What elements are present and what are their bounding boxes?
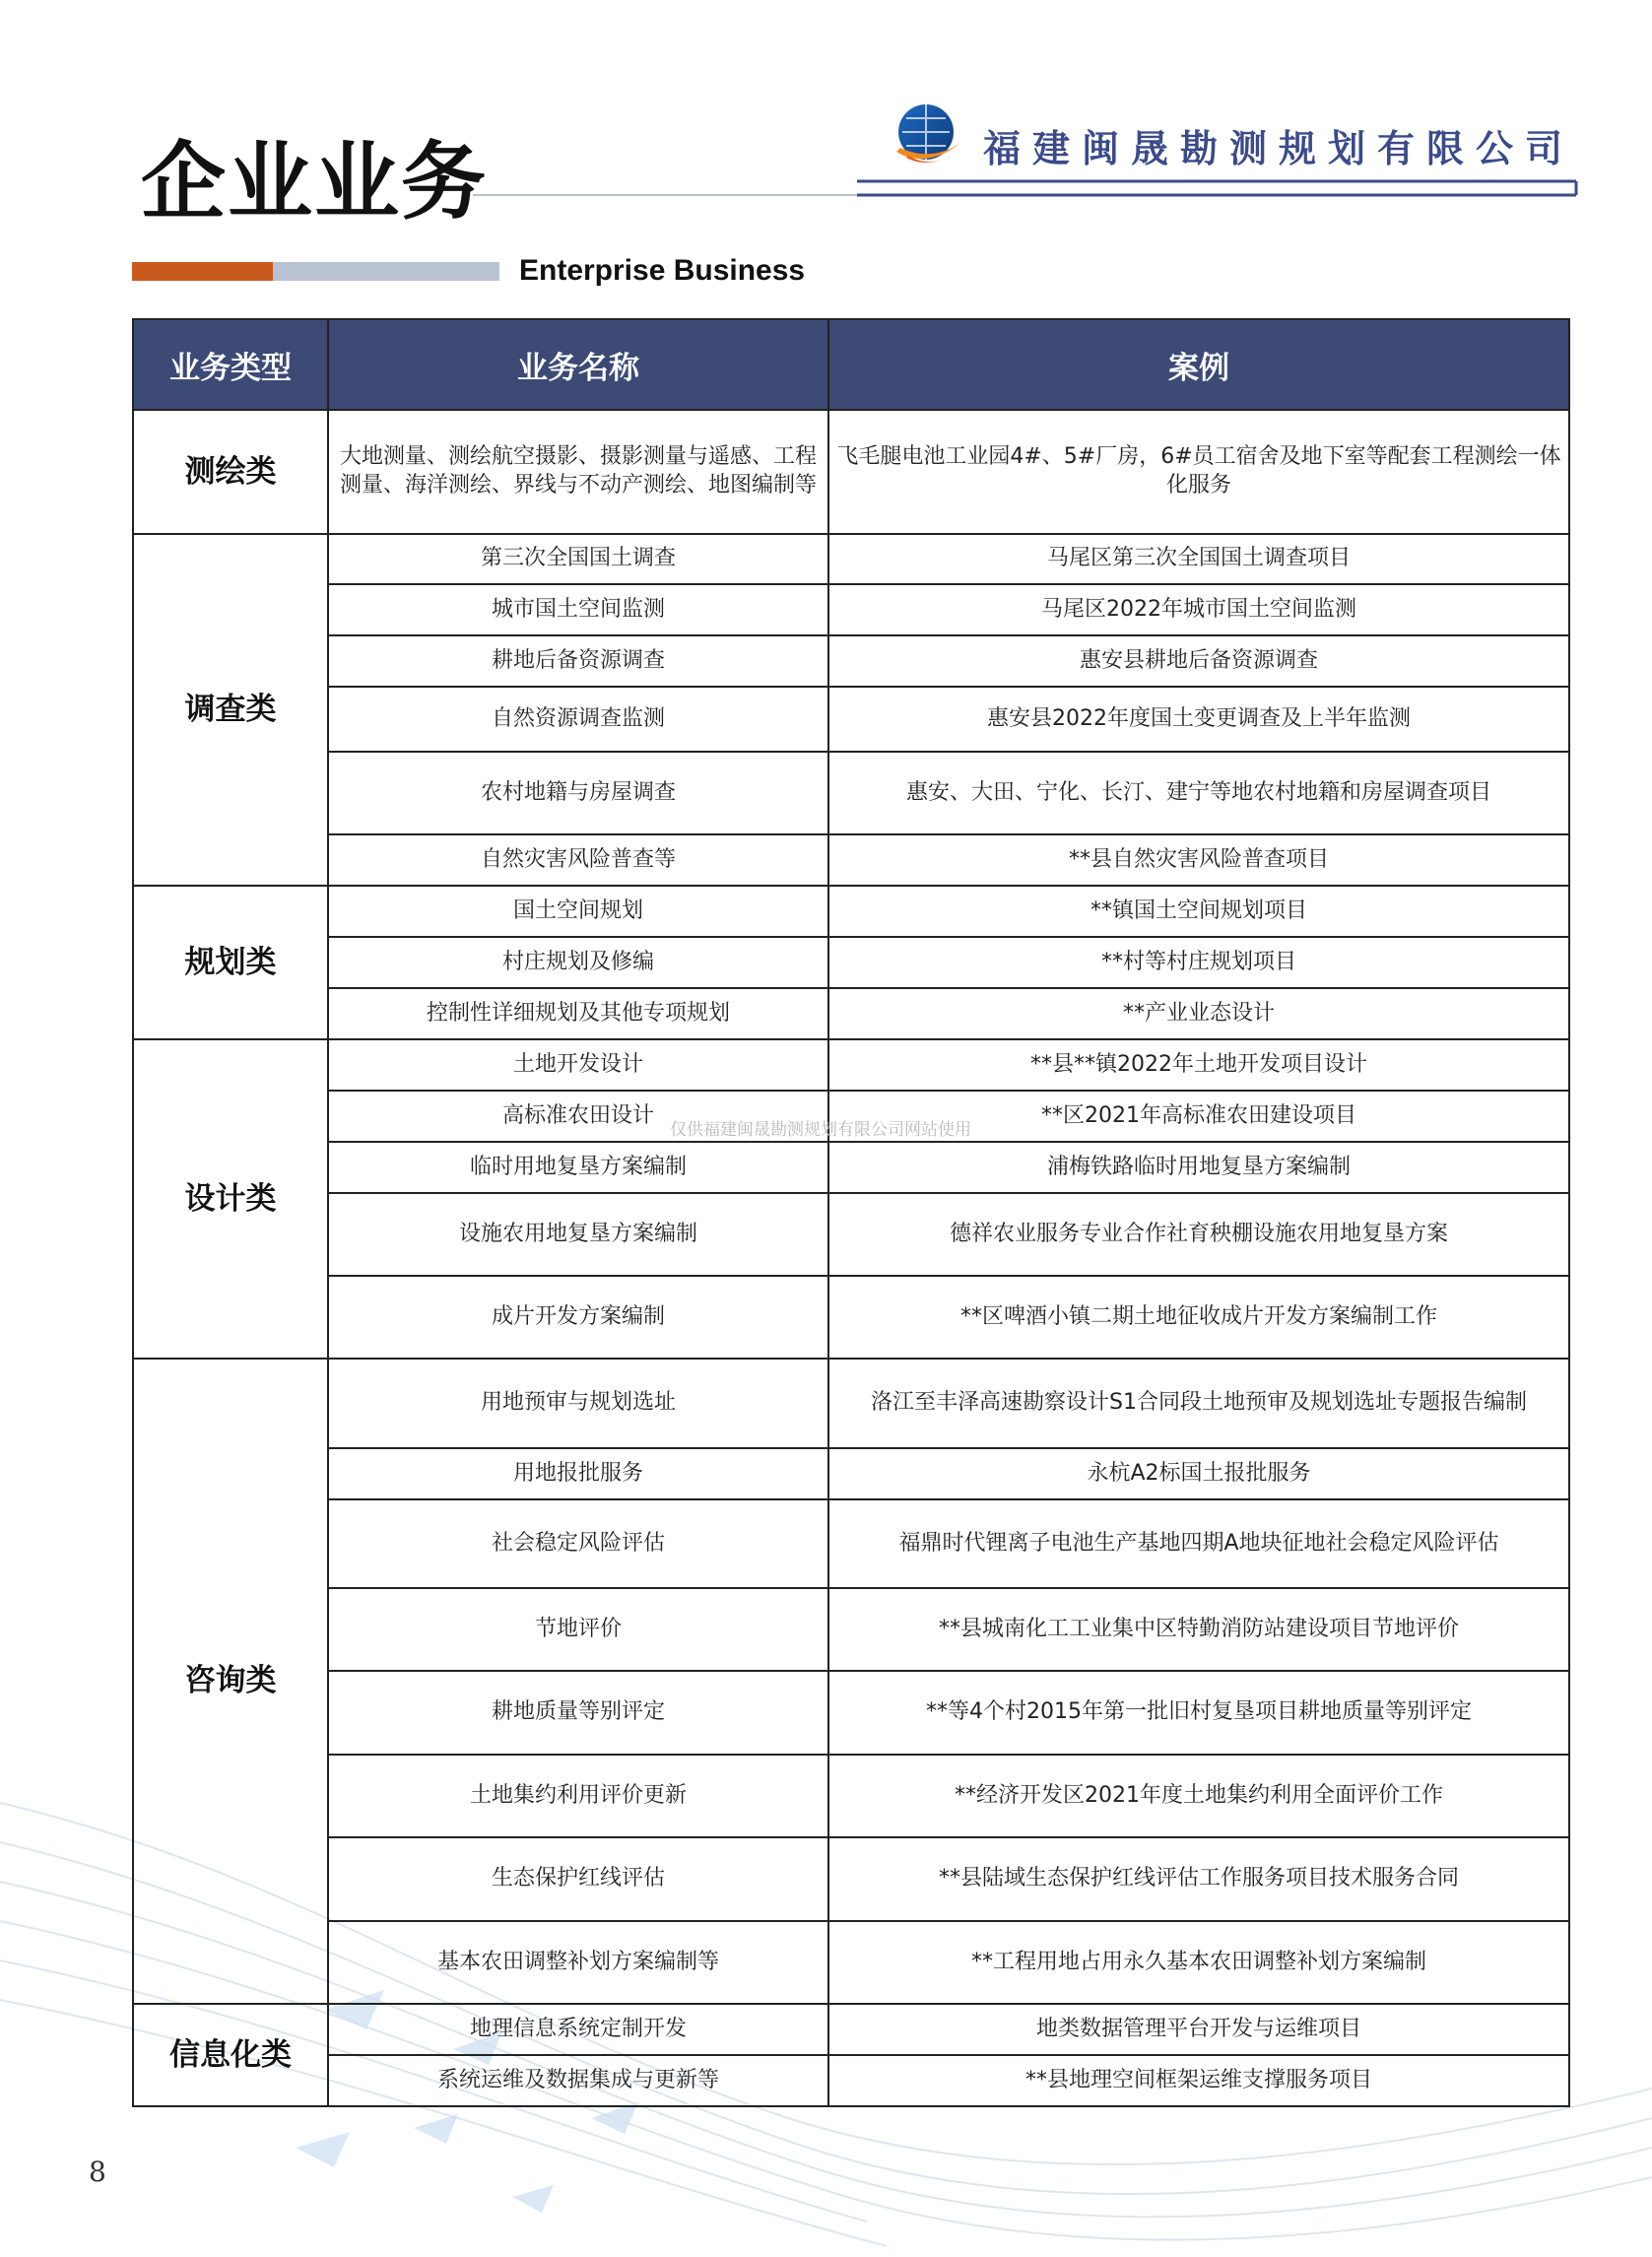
business-name-cell: 地理信息系统定制开发 xyxy=(328,2004,828,2055)
business-name-cell: 用地报批服务 xyxy=(328,1448,828,1499)
category-cell: 测绘类 xyxy=(133,410,328,534)
business-name-cell: 高标准农田设计 xyxy=(328,1091,828,1142)
table-header-row xyxy=(133,319,1569,410)
table-row xyxy=(133,937,1569,988)
business-name-cell: 大地测量、测绘航空摄影、摄影测量与遥感、工程测量、海洋测绘、界线与不动产测绘、地图编制等 xyxy=(328,410,828,534)
table-row xyxy=(133,1193,1569,1276)
case-cell: 福鼎时代锂离子电池生产基地四期A地块征地社会稳定风险评估 xyxy=(828,1499,1569,1588)
accent-bar-gray xyxy=(273,262,499,281)
case-cell: **县陆域生态保护红线评估工作服务项目技术服务合同 xyxy=(828,1837,1569,1921)
business-name-cell: 自然资源调查监测 xyxy=(328,687,828,752)
case-cell: 惠安、大田、宁化、长汀、建宁等地农村地籍和房屋调查项目 xyxy=(828,752,1569,834)
business-name-cell: 农村地籍与房屋调查 xyxy=(328,752,828,834)
case-cell: **县城南化工工业集中区特勤消防站建设项目节地评价 xyxy=(828,1588,1569,1671)
business-name-cell: 用地预审与规划选址 xyxy=(328,1359,828,1448)
case-cell: **等4个村2015年第一批旧村复垦项目耕地质量等别评定 xyxy=(828,1671,1569,1755)
header-business-name: 业务名称 xyxy=(328,319,828,410)
case-cell: **镇国土空间规划项目 xyxy=(828,886,1569,937)
table-row xyxy=(133,2004,1569,2055)
header-case: 案例 xyxy=(828,319,1569,410)
watermark-text: 仅供福建闽晟勘测规划有限公司网站使用 xyxy=(670,1120,971,1140)
page-subtitle: Enterprise Business xyxy=(519,254,806,287)
header-category: 业务类型 xyxy=(133,319,328,410)
business-name-cell: 第三次全国国土调查 xyxy=(328,534,828,584)
case-cell: **村等村庄规划项目 xyxy=(828,937,1569,988)
table-row xyxy=(133,635,1569,687)
case-cell: 马尾区第三次全国国土调查项目 xyxy=(828,534,1569,584)
business-name-cell: 城市国土空间监测 xyxy=(328,584,828,635)
case-cell: 浦梅铁路临时用地复垦方案编制 xyxy=(828,1142,1569,1193)
case-cell: **县自然灾害风险普查项目 xyxy=(828,834,1569,886)
business-name-cell: 临时用地复垦方案编制 xyxy=(328,1142,828,1193)
table-row xyxy=(133,1039,1569,1091)
business-name-cell: 耕地质量等别评定 xyxy=(328,1671,828,1755)
table-row xyxy=(133,410,1569,534)
case-cell: **区啤酒小镇二期土地征收成片开发方案编制工作 xyxy=(828,1276,1569,1359)
table-row xyxy=(133,1448,1569,1499)
page-title: 企业业务 xyxy=(141,133,488,232)
table-row xyxy=(133,2055,1569,2106)
business-name-cell: 控制性详细规划及其他专项规划 xyxy=(328,988,828,1039)
accent-bar-orange xyxy=(132,262,273,281)
category-cell: 调查类 xyxy=(133,534,328,886)
business-name-cell: 耕地后备资源调查 xyxy=(328,635,828,687)
table-row xyxy=(133,584,1569,635)
table-row xyxy=(133,886,1569,937)
category-cell: 信息化类 xyxy=(133,2004,328,2106)
case-cell: 惠安县耕地后备资源调查 xyxy=(828,635,1569,687)
table-row xyxy=(133,834,1569,886)
case-cell: **产业业态设计 xyxy=(828,988,1569,1039)
case-cell: **县**镇2022年土地开发项目设计 xyxy=(828,1039,1569,1091)
business-name-cell: 土地开发设计 xyxy=(328,1039,828,1091)
category-cell: 设计类 xyxy=(133,1039,328,1359)
business-name-cell: 国土空间规划 xyxy=(328,886,828,937)
business-table xyxy=(132,318,1570,2107)
table-row xyxy=(133,1499,1569,1588)
table-row xyxy=(133,1837,1569,1921)
table-row xyxy=(133,988,1569,1039)
case-cell: **县地理空间框架运维支撑服务项目 xyxy=(828,2055,1569,2106)
table-row xyxy=(133,1359,1569,1448)
table-row xyxy=(133,534,1569,584)
category-cell: 咨询类 xyxy=(133,1359,328,2004)
company-name: 福建闽晟勘测规划有限公司 xyxy=(983,126,1575,170)
category-cell: 规划类 xyxy=(133,886,328,1039)
table-row xyxy=(133,687,1569,752)
globe-logo-icon xyxy=(892,100,963,171)
case-cell: **工程用地占用永久基本农田调整补划方案编制 xyxy=(828,1921,1569,2004)
table-row xyxy=(133,1755,1569,1837)
case-cell: 惠安县2022年度国土变更调查及上半年监测 xyxy=(828,687,1569,752)
business-name-cell: 自然灾害风险普查等 xyxy=(328,834,828,886)
table-row xyxy=(133,1588,1569,1671)
table-row xyxy=(133,1276,1569,1359)
business-name-cell: 基本农田调整补划方案编制等 xyxy=(328,1921,828,2004)
business-name-cell: 节地评价 xyxy=(328,1588,828,1671)
page-number: 8 xyxy=(89,2156,106,2188)
case-cell: 德祥农业服务专业合作社育秧棚设施农用地复垦方案 xyxy=(828,1193,1569,1276)
table-row xyxy=(133,1671,1569,1755)
business-name-cell: 设施农用地复垦方案编制 xyxy=(328,1193,828,1276)
business-name-cell: 生态保护红线评估 xyxy=(328,1837,828,1921)
case-cell: 洛江至丰泽高速勘察设计S1合同段土地预审及规划选址专题报告编制 xyxy=(828,1359,1569,1448)
business-name-cell: 成片开发方案编制 xyxy=(328,1276,828,1359)
case-cell: **经济开发区2021年度土地集约利用全面评价工作 xyxy=(828,1755,1569,1837)
business-name-cell: 村庄规划及修编 xyxy=(328,937,828,988)
case-cell: 马尾区2022年城市国土空间监测 xyxy=(828,584,1569,635)
case-cell: **区2021年高标准农田建设项目 xyxy=(828,1091,1569,1142)
business-name-cell: 系统运维及数据集成与更新等 xyxy=(328,2055,828,2106)
case-cell: 飞毛腿电池工业园4#、5#厂房，6#员工宿舍及地下室等配套工程测绘一体化服务 xyxy=(828,410,1569,534)
case-cell: 永杭A2标国土报批服务 xyxy=(828,1448,1569,1499)
table-row xyxy=(133,752,1569,834)
business-name-cell: 土地集约利用评价更新 xyxy=(328,1755,828,1837)
case-cell: 地类数据管理平台开发与运维项目 xyxy=(828,2004,1569,2055)
table-row xyxy=(133,1142,1569,1193)
business-name-cell: 社会稳定风险评估 xyxy=(328,1499,828,1588)
table-row xyxy=(133,1921,1569,2004)
